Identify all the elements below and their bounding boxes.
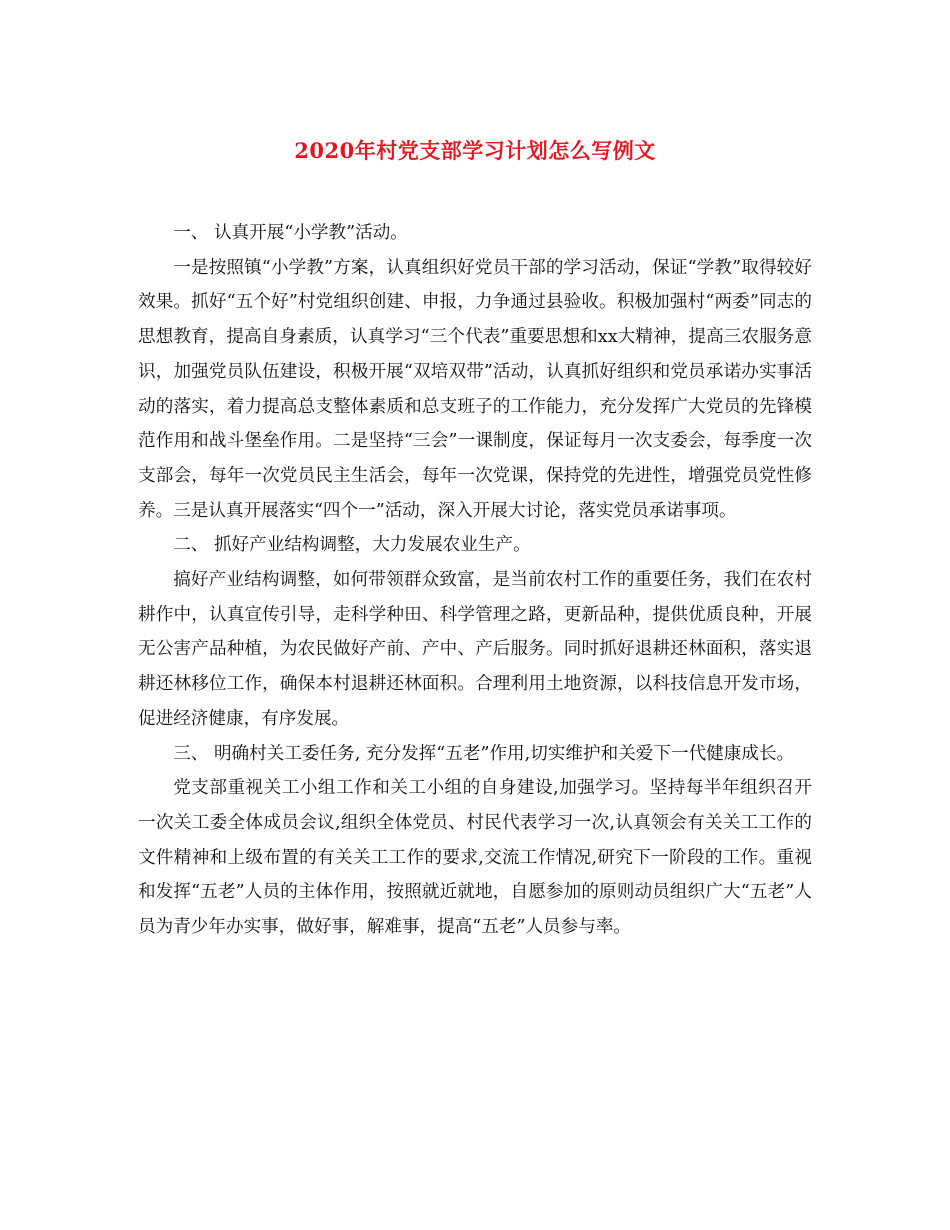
document-body — [138, 216, 812, 945]
section-paragraph-2: 搞好产业结构调整，如何带领群众致富，是当前农村工作的重要任务，我们在农村耕作中，认真宣传引导，走科学种田、科学管理之路，更新品种，提供优质良种，开展无公害产品种植，为农民做好产前、产中、产后服务。同时抓好退耕还林面积，落实退耕还林移位工作，确保本村退耕还林面积。合理利用土地资源，以科技信息开发市场，促进经济健康，有序发展。 — [138, 570, 812, 729]
section-paragraph-3: 党支部重视关工小组工作和关工小组的自身建设,加强学习。坚持每半年组织召开一次关工委全体成员会议,组织全体党员、村民代表学习一次,认真领会有关关工工作的文件精神和上级布置的有关关工工作的要求,交流工作情况,研究下一阶段的工作。重视和发挥“五老”人员的主体作用，按照就近就地，自愿参加的原则动员组织广大“五老”人员为青少年办实事，做好事，解难事，提高“五老”人员参与率。 — [138, 778, 812, 938]
section-heading-2: 二、 抓好产业结构调整，大力发展农业生产。 — [173, 535, 531, 556]
section-heading-1: 一、 认真开展“小学教”活动。 — [173, 223, 408, 243]
document-title: 2020年村党支部学习计划怎么写例文 — [294, 138, 656, 163]
section-paragraph-1: 一是按照镇“小学教”方案，认真组织好党员干部的学习活动，保证“学教”取得较好效果。抓好“五个好”村党组织创建、申报，力争通过县验收。积极加强村“两委”同志的思想教育，提高自身素质，认真学习“三个代表”重要思想和xx大精神，提高三农服务意识，加强党员队伍建设，积极开展“双培双带”活动，认真抓好组织和党员承诺办实事活动的落实，着力提高总支整体素质和总支班子的工作能力，充分发挥广大党员的先锋模范作用和战斗堡垒作用。二是坚持“三会”一课制度，保证每月一次支委会，每季度一次支部会，每年一次党员民主生活会，每年一次党课，保持党的先进性，增强党员党性修养。三是认真开展落实“四个一”活动，深入开展大讨论，落实党员承诺事项。 — [138, 257, 812, 521]
section-heading-3: 三、 明确村关工委任务, 充分发挥“五老”作用,切实维护和关爱下一代健康成长。 — [173, 743, 795, 764]
